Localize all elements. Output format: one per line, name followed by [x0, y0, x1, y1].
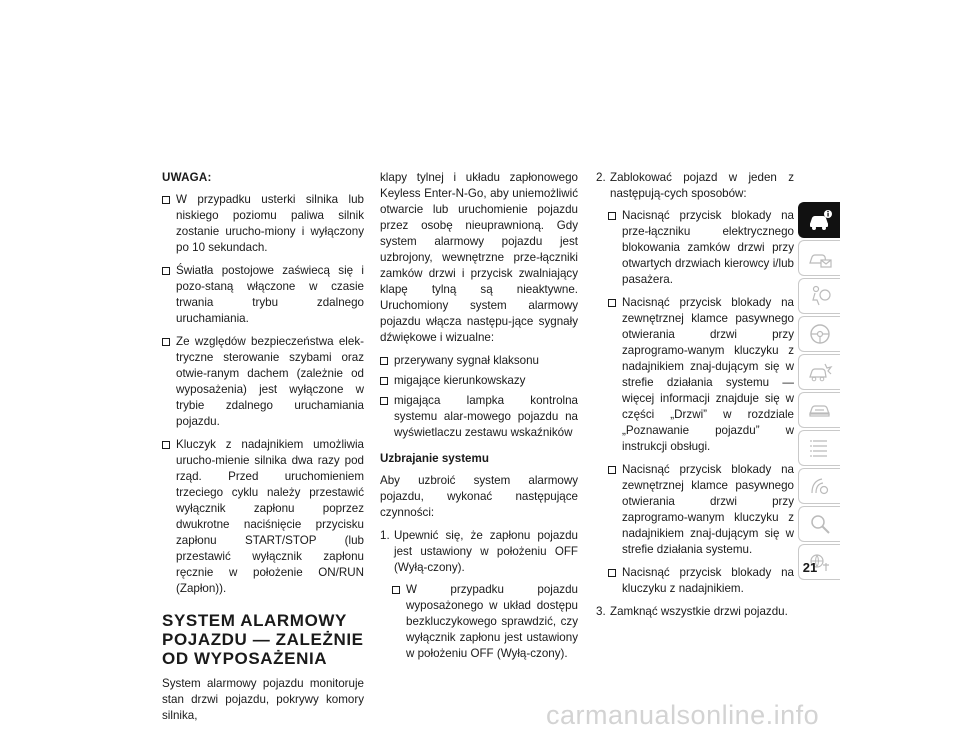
- checkbox-bullet-icon: [608, 569, 616, 577]
- steering-wheel-icon: [807, 321, 833, 347]
- checkbox-bullet-icon: [380, 357, 388, 365]
- tab-search-index[interactable]: [798, 506, 840, 542]
- multimedia-icon: [807, 473, 833, 499]
- column-left: [162, 170, 364, 731]
- checkbox-bullet-icon: [392, 586, 400, 594]
- search-index-icon: [807, 511, 833, 537]
- column-middle: [380, 170, 578, 669]
- section-heading: SYSTEM ALARMOWY POJAZDU — ZALEŻNIE OD WYPOSAŻENIA: [162, 611, 364, 668]
- watermark: carmanualsonline.info: [546, 700, 820, 730]
- tab-car-crash[interactable]: [798, 354, 840, 390]
- car-info-icon: [807, 207, 833, 233]
- sub-heading: Uzbrajanie systemu: [380, 452, 489, 465]
- note-heading: UWAGA:: [162, 171, 212, 184]
- list-item: Ze względów bezpieczeństwa elek-tryczne sterowanie szybami oraz otwie-ranym dachem (zależnie od wyposażenia) jest wyłączone w trybie zdalnego uruchamiania pojazdu.: [162, 334, 364, 430]
- list-item: W przypadku pojazdu wyposażonego w układ dostępu bezkluczykowego sprawdzić, czy wyłącznik zapłonu jest ustawiony w położeniu OFF (Wyłą-czony).: [380, 582, 578, 662]
- page-number: 21: [802, 560, 818, 575]
- checkbox-bullet-icon: [608, 212, 616, 220]
- car-crash-icon: [807, 359, 833, 385]
- checkbox-bullet-icon: [162, 196, 170, 204]
- tab-specifications[interactable]: [798, 430, 840, 466]
- step-3: 3. Zamknąć wszystkie drzwi pojazdu.: [596, 605, 788, 618]
- checkbox-bullet-icon: [380, 377, 388, 385]
- list-item: Nacisnąć przycisk blokady na kluczyku z nadajnikiem.: [596, 565, 794, 597]
- list-item: przerywany sygnał klaksonu: [380, 353, 578, 369]
- list-item: Nacisnąć przycisk blokady na prze-łączniku elektrycznego blokowania zamków drzwi przy otwartych drzwiach kierowcy i/lub pasażera.: [596, 208, 794, 288]
- continuation-paragraph: klapy tylnej i układu zapłonowego Keyless Enter-N-Go, aby uniemożliwić otwarcie lub uruchomienie pojazdu przez osobę nieuprawnioną. Gdy system alarmowy pojazdu jest uzbrojony, wewnętrzne prze-łączniki zamków drzwi i przycisk zwalniający klapę tylną są nieaktywne. Uruchomiony system alarmowy pojazdu włącza następu-jące sygnały dźwiękowe i wizualne:: [380, 171, 578, 344]
- list-item: Nacisnąć przycisk blokady na zewnętrznej klamce pasywnego otwierania drzwi przy zaprogramo-wanym kluczyku z nadajnikiem znaj-dującym się w strefie działania systemu — więcej informacji znajduje się w części „Drzwi” w rozdziale „Poznawanie pojazdu” w instrukcji obsługi.: [596, 295, 794, 455]
- chapter-tabs: [798, 202, 840, 582]
- checkbox-bullet-icon: [162, 338, 170, 346]
- list-item: migające kierunkowskazy: [380, 373, 578, 389]
- checkbox-bullet-icon: [162, 267, 170, 275]
- checkbox-bullet-icon: [380, 397, 388, 405]
- step-2: 2. Zablokować pojazd w jeden z następują-cych sposobów:: [596, 171, 794, 200]
- list-item: Nacisnąć przycisk blokady na zewnętrznej klamce pasywnego otwierania drzwi przy zaprogramo-wanym kluczyku z nadajnikiem znaj-dującym się w strefie działania systemu.: [596, 462, 794, 558]
- list-item: Kluczyk z nadajnikiem umożliwia urucho-mienie silnika dwa razy pod rząd. Przed uruchomieniem trzeciego cyklu należy przestawić wyłącznik zapłonu poprzez dwukrotne naciśnięcie przycisku zapłonu START/STOP (lub przestawić wyłącznik zapłonu ręcznie w położenie ON/RUN (Zapłon)).: [162, 437, 364, 597]
- car-mail-icon: [807, 245, 833, 271]
- tab-car-mail[interactable]: [798, 240, 840, 276]
- checkbox-bullet-icon: [608, 299, 616, 307]
- list-item: migająca lampka kontrolna systemu alar-mowego pojazdu na wyświetlaczu zestawu wskaźników: [380, 393, 578, 441]
- checkbox-bullet-icon: [162, 441, 170, 449]
- checkbox-bullet-icon: [608, 466, 616, 474]
- column-right: [596, 170, 794, 626]
- car-service-icon: [807, 397, 833, 423]
- airbag-icon: [807, 283, 833, 309]
- list-item: W przypadku usterki silnika lub niskiego poziomu paliwa silnik zostanie urucho-miony i wyłączony po 10 sekundach.: [162, 192, 364, 256]
- tab-steering[interactable]: [798, 316, 840, 352]
- intro-paragraph: System alarmowy pojazdu monitoruje stan drzwi pojazdu, pokrywy komory silnika,: [162, 677, 364, 722]
- tab-car-info[interactable]: [798, 202, 840, 238]
- tab-multimedia[interactable]: [798, 468, 840, 504]
- step-1: 1. Upewnić się, że zapłonu pojazdu jest ustawiony w położeniu OFF (Wyłą-czony).: [380, 529, 578, 574]
- tab-car-service[interactable]: [798, 392, 840, 428]
- tab-airbag[interactable]: [798, 278, 840, 314]
- list-item: Światła postojowe zaświecą się i pozo-staną włączone w czasie trwania trybu zdalnego uruchamiania.: [162, 263, 364, 327]
- specifications-icon: [807, 435, 833, 461]
- arm-intro-paragraph: Aby uzbroić system alarmowy pojazdu, wykonać następujące czynności:: [380, 474, 578, 519]
